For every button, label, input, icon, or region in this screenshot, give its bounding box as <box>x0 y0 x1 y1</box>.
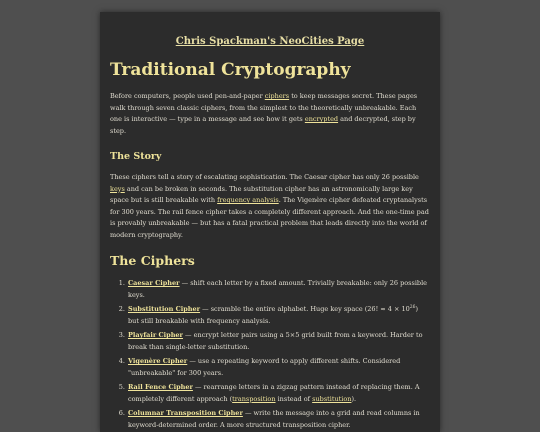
caesar-cipher-link[interactable]: Caesar Cipher <box>128 279 180 287</box>
story-text: . The Vigenère cipher defeated cryptanalysts for 300 years. The rail fence cipher takes a completely different approach. And the one-time pad is provably unbreakable — but has a fatal practical problem that leads directly into the world of modern cryptography. <box>110 196 429 239</box>
item-description: — scramble the entire alphabet. Huge key space (26! ≈ 4 × 10 <box>200 305 410 313</box>
keys-link[interactable]: keys <box>110 184 125 193</box>
item-description: instead of <box>275 394 313 403</box>
item-description: — rearrange letters in a zigzag pattern instead of replacing them. A completely different approach ( <box>128 383 420 403</box>
exponent: 26 <box>409 304 416 310</box>
intro-text: and decrypted, step by step. <box>110 115 416 135</box>
intro-paragraph <box>110 91 430 137</box>
rail-fence-cipher-link[interactable]: Rail Fence Cipher <box>128 383 193 391</box>
page-title: Traditional Cryptography <box>110 60 351 80</box>
list-item <box>127 408 430 431</box>
story-text: These ciphers tell a story of escalating sophistication. The Caesar cipher has only 26 possible <box>110 173 419 181</box>
list-item <box>127 304 430 327</box>
intro-text: Before computers, people used pen-and-paper <box>110 92 265 100</box>
intro-text: to keep messages secret. These pages walk through seven classic ciphers, from the simplest to the theoretically unbreakable. Each one is interactive — type in a message and see how it gets <box>110 92 418 123</box>
story-text: and can be broken in seconds. The substitution cipher has an astronomically large key space but is still breakable with <box>110 184 413 204</box>
substitution-link[interactable]: substitution <box>312 394 352 403</box>
list-item <box>127 382 430 405</box>
story-paragraph <box>110 172 430 241</box>
item-description: — encrypt letter pairs using a 5×5 grid built from a keyword. Harder to break than single-letter substitution. <box>128 331 423 351</box>
ciphers-link[interactable]: ciphers <box>264 92 290 100</box>
item-description: — shift each letter by a fixed amount. Trivially breakable: only 26 possible keys. <box>128 279 428 299</box>
item-description: ) but still breakable with frequency analysis. <box>128 305 419 325</box>
encrypted-link[interactable]: encrypted <box>304 115 339 123</box>
vigenere-cipher-link[interactable]: Vigenère Cipher <box>128 357 188 365</box>
story-heading: The Story <box>110 151 162 162</box>
list-item <box>127 330 430 353</box>
item-description: — write the message into a grid and read columns in keyword-determined order. A more structured transposition cipher. <box>128 409 420 429</box>
site-title-link[interactable]: Chris Spackman's NeoCities Page <box>175 36 365 47</box>
content-panel <box>100 12 440 432</box>
cipher-list <box>110 278 430 431</box>
playfair-cipher-link[interactable]: Playfair Cipher <box>128 331 183 339</box>
ciphers-heading: The Ciphers <box>110 253 195 268</box>
item-description: — use a repeating keyword to apply different shifts. Considered "unbreakable" for 300 years. <box>128 357 401 377</box>
columnar-transposition-cipher-link[interactable]: Columnar Transposition Cipher <box>128 409 243 417</box>
transposition-link[interactable]: transposition <box>232 394 276 403</box>
item-description: ). <box>351 394 357 403</box>
frequency-analysis-link[interactable]: frequency analysis <box>217 196 279 204</box>
list-item <box>127 356 430 379</box>
substitution-cipher-link[interactable]: Substitution Cipher <box>128 305 201 313</box>
list-item <box>127 278 430 301</box>
